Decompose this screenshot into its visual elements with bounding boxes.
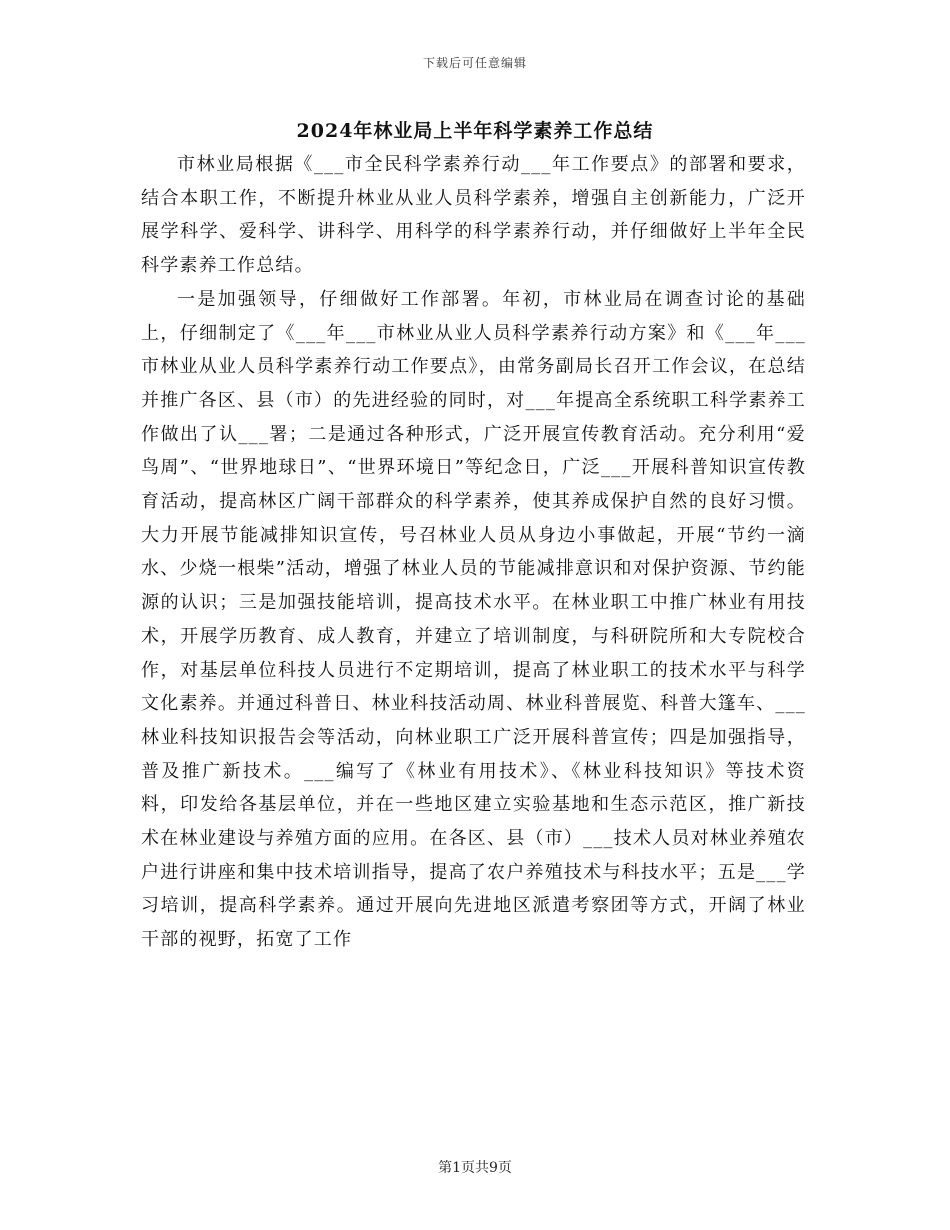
page-indicator: 第1页共9页 bbox=[438, 1160, 512, 1176]
paragraph-intro: 市林业局根据《___市全民科学素养行动___年工作要点》的部署和要求，结合本职工作，不断提升林业从业人员科学素养，增强自主创新能力，广泛开展学科学、爱科学、讲科学、用科学的科学素养行动，并仔细做好上半年全民科学素养工作总结。 bbox=[141, 154, 806, 277]
document-body bbox=[141, 148, 806, 957]
document-title: 2024年林业局上半年科学素养工作总结 bbox=[296, 120, 654, 142]
header-note: 下载后可任意编辑 bbox=[422, 56, 527, 70]
paragraph-work-summary: 一是加强领导，仔细做好工作部署。年初，市林业局在调查讨论的基础上，仔细制定了《___年___市林业从业人员科学素养行动方案》和《___年___市林业从业人员科学素养行动工作要点》，由常务副局长召开工作会议，在总结并推广各区、县（市）的先进经验的同时，对___年提高全系统职工科学素养工作做出了认___署；二是通过各种形式，广泛开展宣传教育活动。充分利用“爱鸟周”、“世界地球日”、“世界环境日”等纪念日，广泛___开展科普知识宣传教育活动，提高林区广阔干部群众的科学素养，使其养成保护自然的良好习惯。大力开展节能减排知识宣传，号召林业人员从身边小事做起，开展“节约一滴水、少烧一根柴”活动，增强了林业人员的节能减排意识和对保护资源、节约能源的认识；三是加强技能培训，提高技术水平。在林业职工中推广林业有用技术，开展学历教育、成人教育，并建立了培训制度，与科研院所和大专院校合作，对基层单位科技人员进行不定期培训，提高了林业职工的技术水平与科学文化素养。并通过科普日、林业科技活动周、林业科普展览、科普大篷车、___林业科技知识报告会等活动，向林业职工广泛开展科普宣传；四是加强指导，普及推广新技术。___编写了《林业有用技术》、《林业科技知识》等技术资料，印发给各基层单位，并在一些地区建立实验基地和生态示范区，推广新技术在林业建设与养殖方面的应用。在各区、县（市）___技术人员对林业养殖农户进行讲座和集中技术培训指导，提高了农户养殖技术与科技水平；五是___学习培训，提高科学素养。通过开展向先进地区派遣考察团等方式，开阔了林业干部的视野，拓宽了工作 bbox=[141, 288, 806, 951]
